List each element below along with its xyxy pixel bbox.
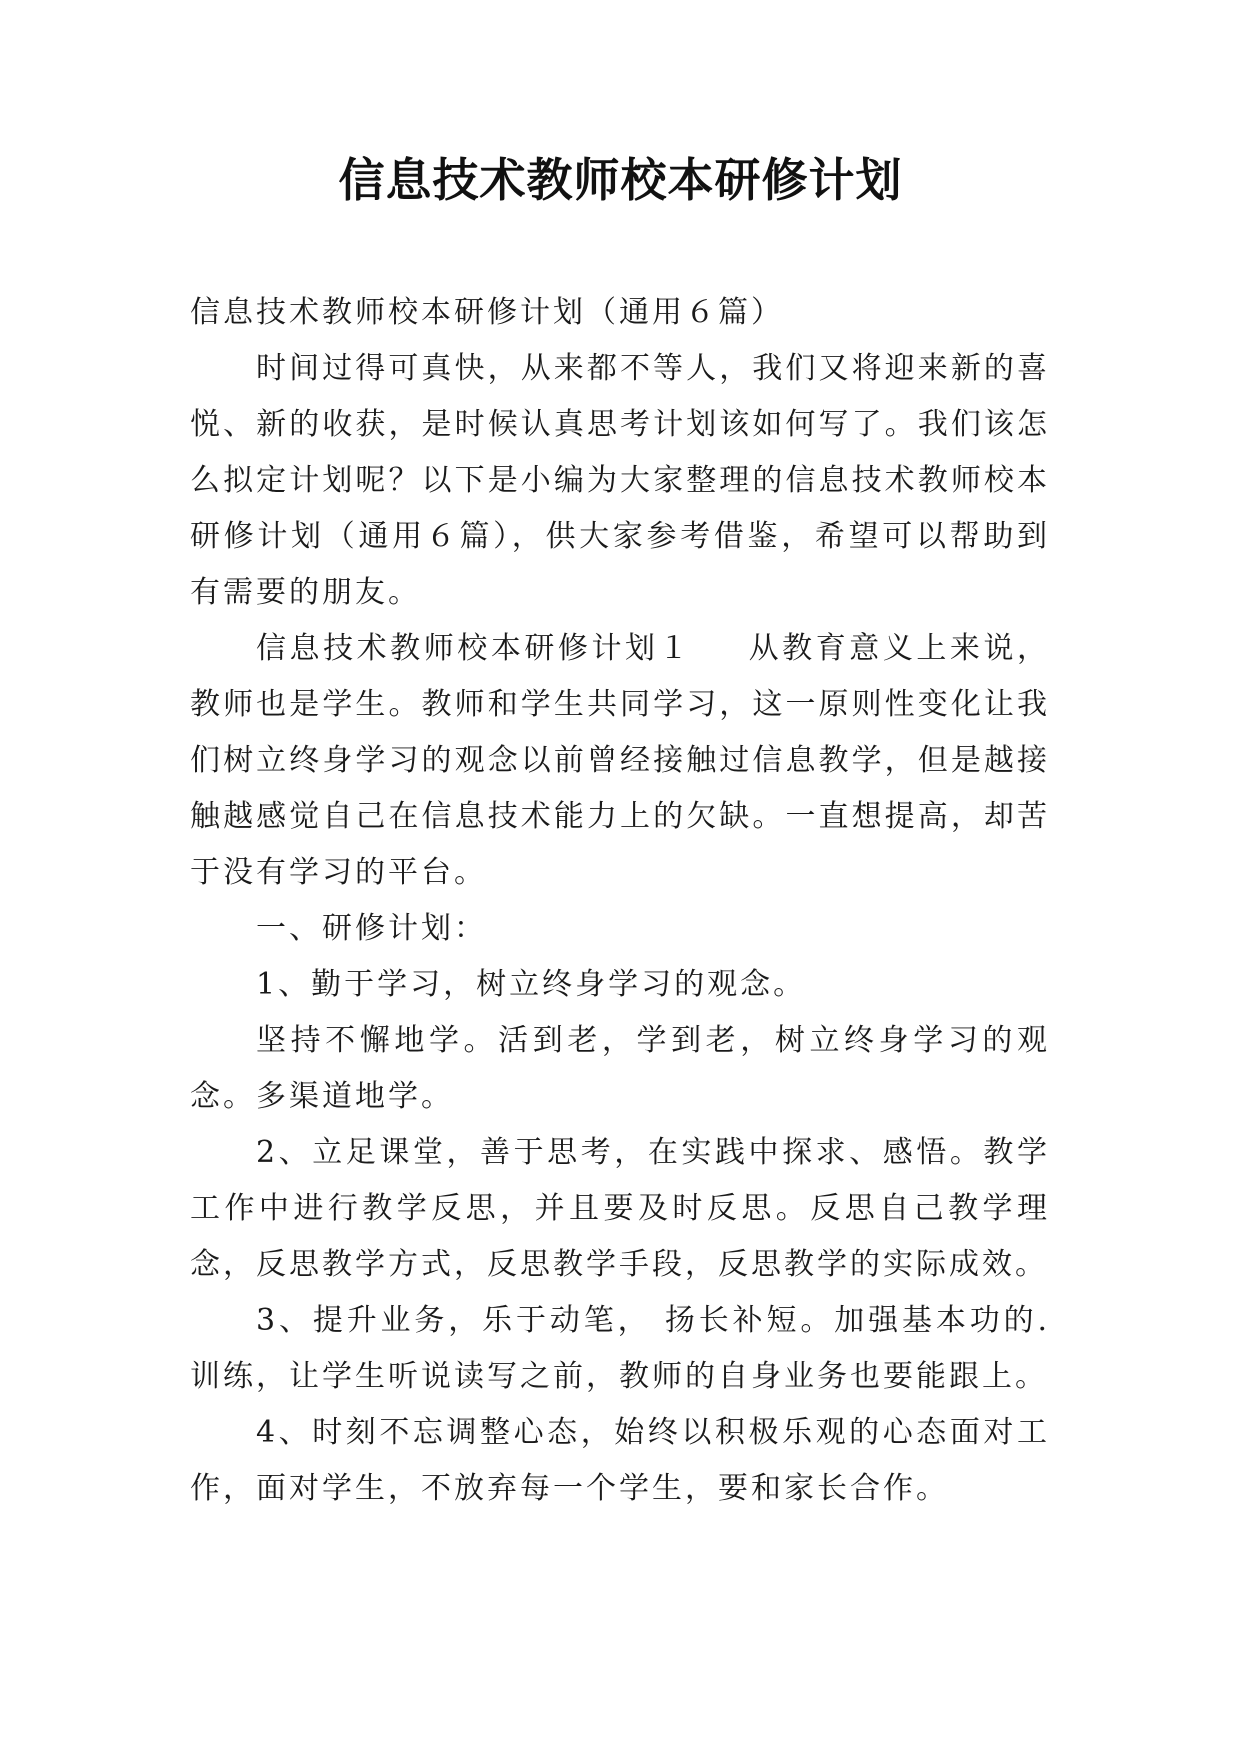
section-1-heading: 信息技术教师校本研修计划１ xyxy=(256,631,693,666)
plan-heading: 一、研修计划： xyxy=(256,911,487,946)
plan-item-4: 4、时刻不忘调整心态，始终以积极乐观的心态面对工作，面对学生，不放弃每一个学生，要和家长合作。 xyxy=(190,1415,1050,1506)
plan-item-2: 2、立足课堂，善于思考，在实践中探求、感悟。教学工作中进行教学反思，并且要及时反思。反思自己教学理念，反思教学方式，反思教学手段，反思教学的实际成效。 xyxy=(190,1135,1050,1282)
document-body xyxy=(190,285,1050,1517)
document-title: 信息技术教师校本研修计划 xyxy=(338,153,903,207)
document-subtitle: 信息技术教师校本研修计划（通用６篇） xyxy=(190,295,784,330)
section-1-body: 从教育意义上来说，教师也是学生。教师和学生共同学习，这一原则性变化让我们树立终身学习的观念以前曾经接触过信息教学，但是越接触越感觉自己在信息技术能力上的欠缺。一直想提高，却苦于没有学习的平台。 xyxy=(190,631,1051,890)
intro-paragraph: 时间过得可真快，从来都不等人，我们又将迎来新的喜悦、新的收获，是时候认真思考计划该如何写了。我们该怎么拟定计划呢？以下是小编为大家整理的信息技术教师校本研修计划（通用６篇），供大家参考借鉴，希望可以帮助到有需要的朋友。 xyxy=(190,351,1050,610)
plan-item-1: 1、勤于学习，树立终身学习的观念。 xyxy=(256,967,807,1002)
section-1-paragraph xyxy=(190,621,1050,901)
plan-item-1-detail: 坚持不懈地学。活到老，学到老，树立终身学习的观念。多渠道地学。 xyxy=(190,1023,1050,1114)
plan-item-3: 3、提升业务，乐于动笔， 扬长补短。加强基本功的.训练，让学生听说读写之前，教师的自身业务也要能跟上。 xyxy=(190,1303,1050,1394)
